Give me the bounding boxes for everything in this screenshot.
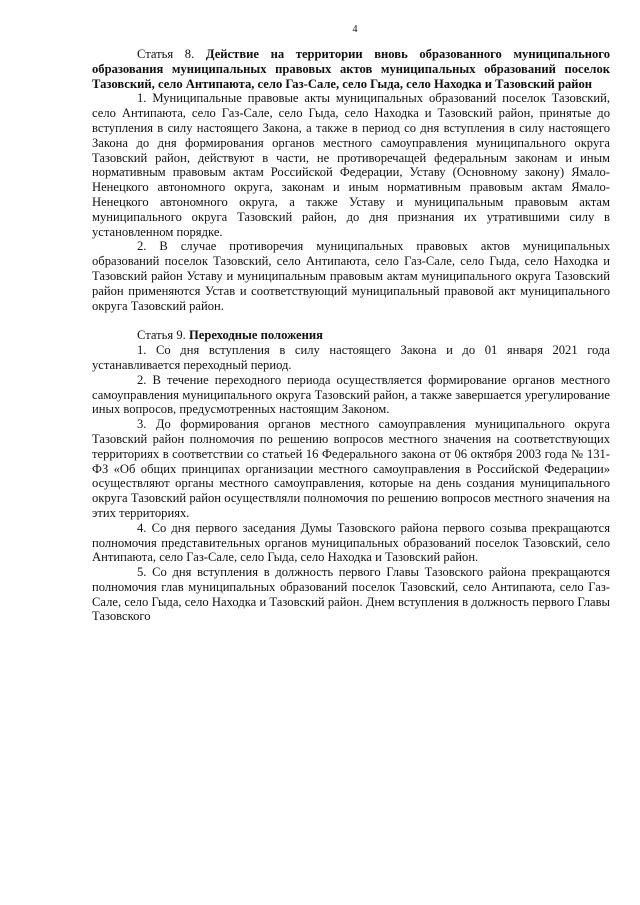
article-8-title: Действие на территории вновь образованного муниципального образования муниципальных правовых актов муниципальных образований поселок Тазовский, село Антипаюта, село Газ-Сале, село Гыда, село Находка и Тазовский район [92,47,610,91]
article-8-paragraph-2: 2. В случае противоречия муниципальных правовых актов муниципальных образований поселок Тазовский, село Антипаюта, село Газ-Сале, село Гыда, село Находка и Тазовский район Уставу и муниципальным правовым актам муниципального округа Тазовский район применяются Устав и соответствующий муниципальный правовой акт муниципального округа Тазовский район. [92,239,610,313]
article-8-prefix: Статья 8. [137,47,195,61]
article-9-paragraph-3: 3. До формирования органов местного самоуправления муниципального округа Тазовский район полномочия по решению вопросов местного значения на соответствующих территориях в соответствии со статьей 16 Федерального закона от 06 октября 2003 года № 131-ФЗ «Об общих принципах организации местного самоуправления в Российской Федерации» осуществляют органы местного самоуправления, которые на день создания муниципального округа Тазовский район осуществляли полномочия по решению вопросов местного значения на этих территориях. [92,417,610,520]
section-gap [92,313,610,328]
article-9-paragraph-2: 2. В течение переходного периода осуществляется формирование органов местного самоуправления муниципального округа Тазовский район, а также завершается урегулирование иных вопросов, предусмотренных настоящим Законом. [92,372,610,417]
article-9-paragraph-4: 4. Со дня первого заседания Думы Тазовского района первого созыва прекращаются полномочия представительных органов муниципальных образований поселок Тазовский, село Антипаюта, село Газ-Сале, село Гыда, село Находка и Тазовский район. [92,520,610,565]
article-9-prefix: Статья 9. [137,328,186,343]
article-8-paragraph-1: 1. Муниципальные правовые акты муниципальных образований поселок Тазовский, село Антипаюта, село Газ-Сале, село Гыда, село Находка и Тазовский район, принятые до вступления в силу настоящего Закона, а также в период со дня вступления в силу настоящего Закона до дня формирования органов местного самоуправления муниципального округа Тазовский район, действуют в части, не противоречащей федеральным законам и иным нормативным правовым актам Российской Федерации, Уставу (Основному закону) Ямало-Ненецкого автономного округа, законам и иным нормативным правовым актам Ямало-Ненецкого автономного округа, а также Уставу и муниципальным правовым актам муниципального округа Тазовский район, до дня признания их утратившими силу в установленном порядке. [92,91,610,239]
article-9-heading [92,328,610,343]
page-number: 4 [352,24,358,35]
article-9-paragraph-1: 1. Со дня вступления в силу настоящего Закона и до 01 января 2021 года устанавливается переходный период. [92,343,610,372]
article-9-paragraph-5: 5. Со дня вступления в должность первого Главы Тазовского района прекращаются полномочия глав муниципальных образований поселок Тазовский, село Антипаюта, село Газ-Сале, село Гыда, село Находка и Тазовский район. Днем вступления в должность первого Главы Тазовского [92,565,610,624]
article-9-title: Переходные положения [188,328,323,343]
article-8-heading [92,47,610,91]
